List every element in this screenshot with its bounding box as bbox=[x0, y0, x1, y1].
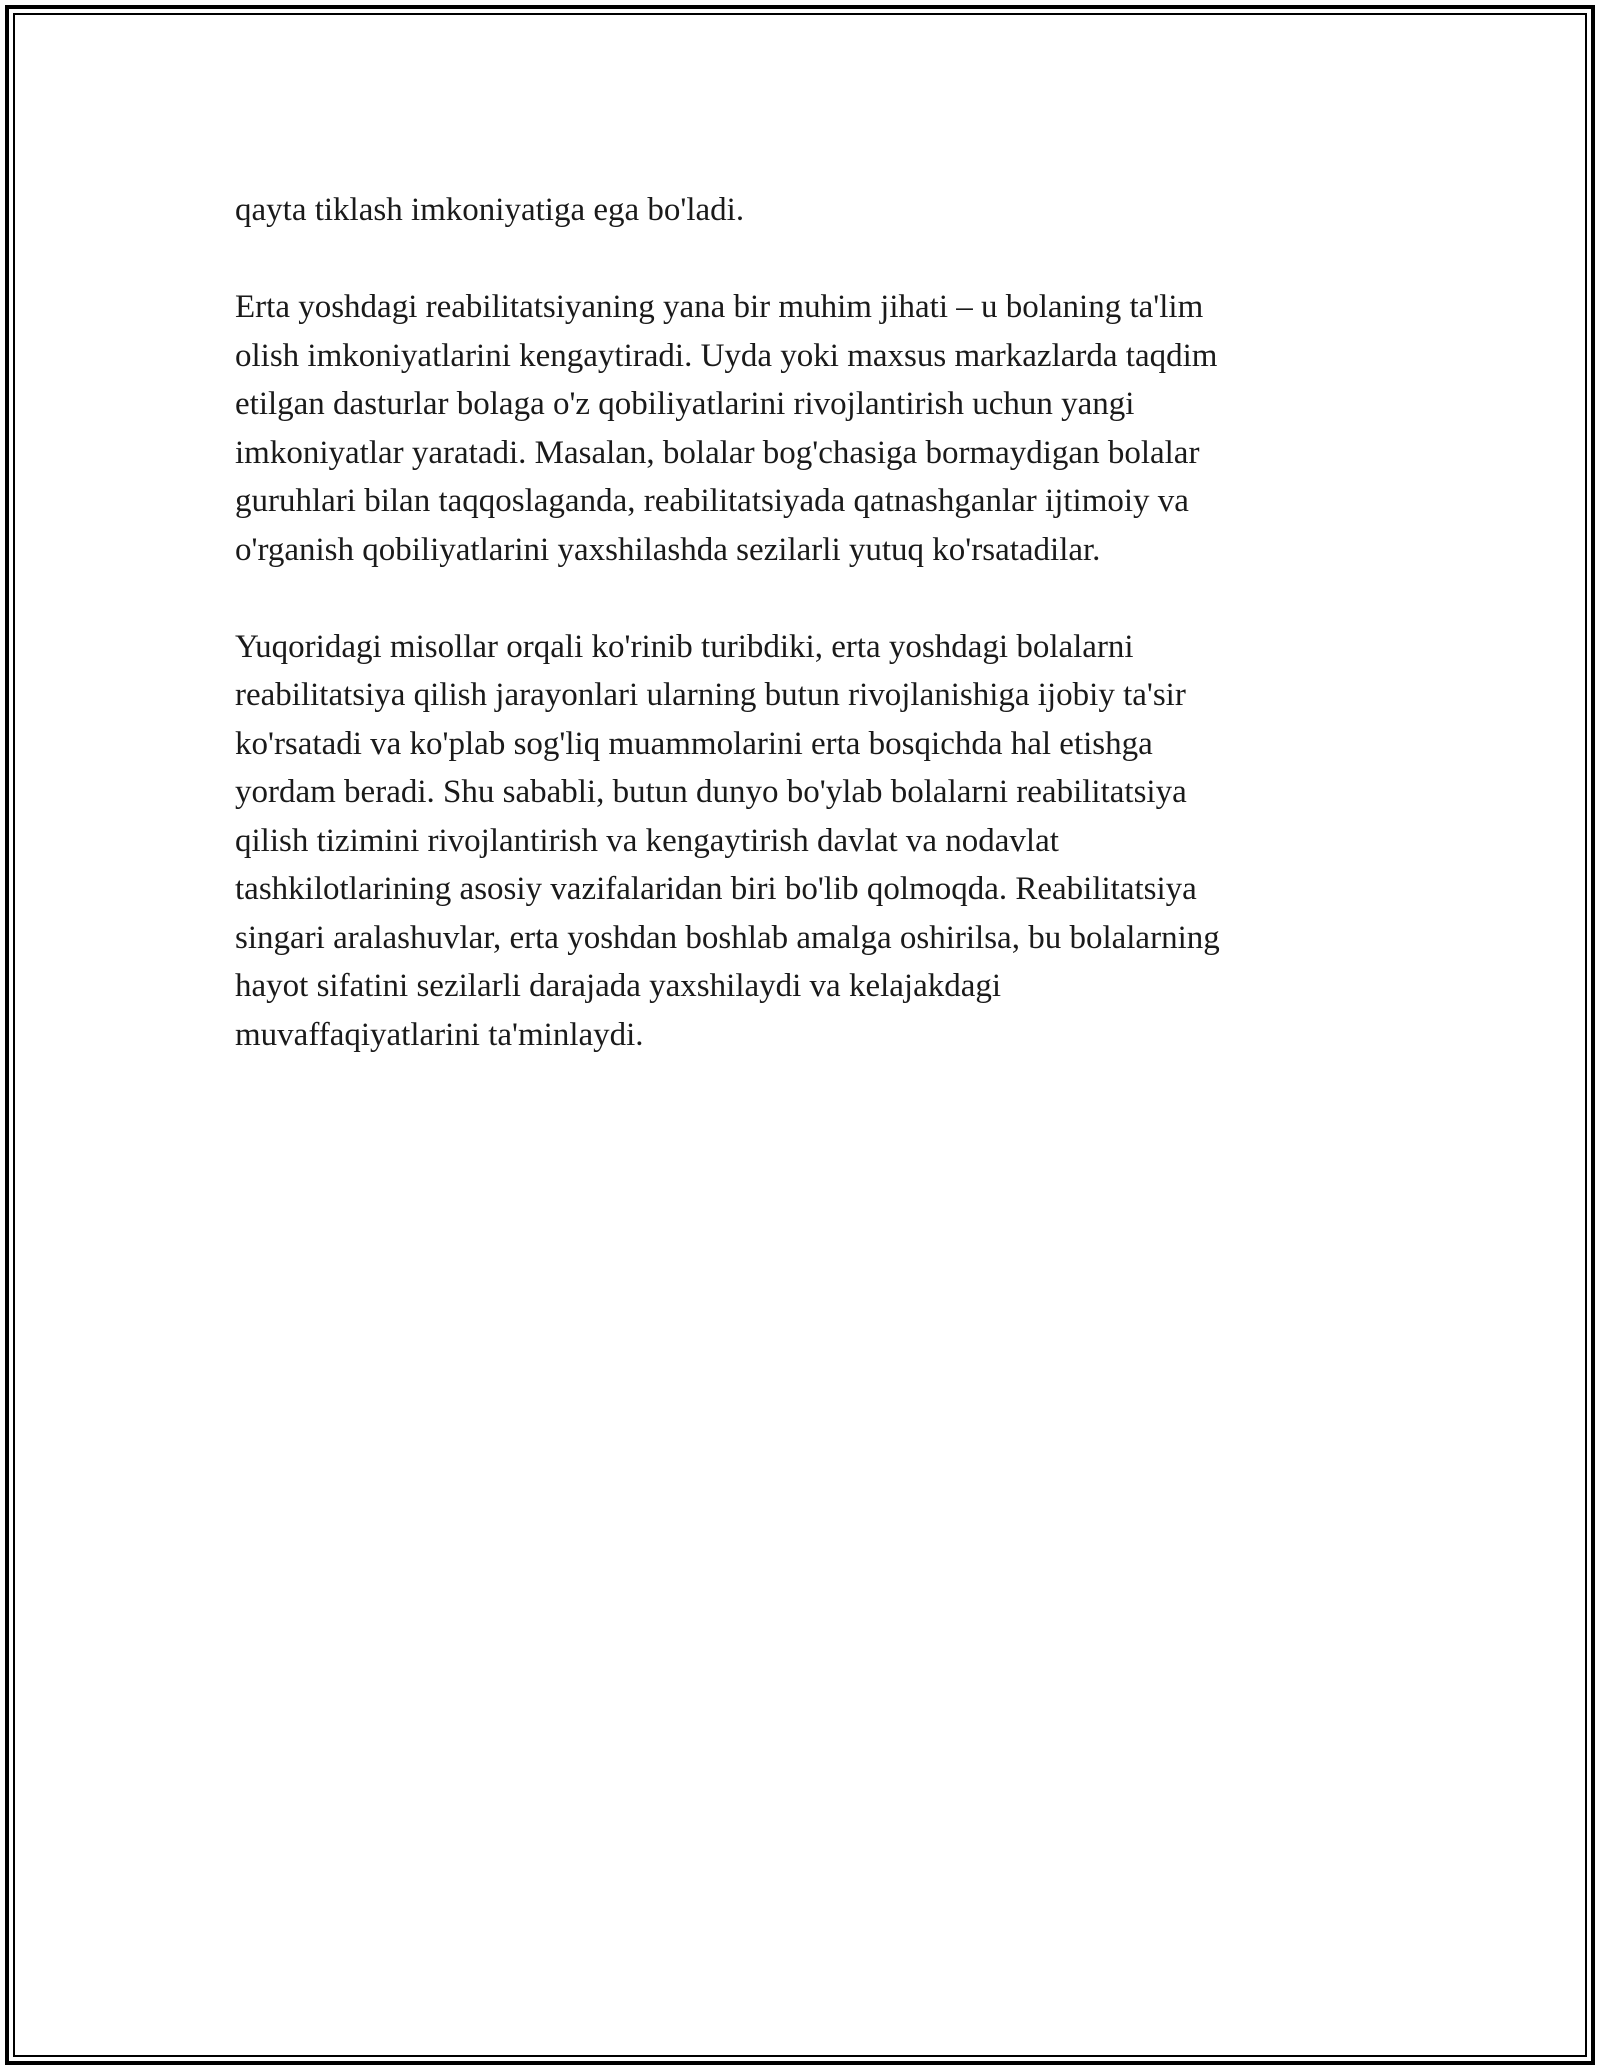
document-body bbox=[235, 186, 1365, 1108]
paragraph-3: Yuqoridagi misollar orqali ko'rinib turibdiki, erta yoshdagi bolalarni reabilitatsiya qilish jarayonlari ularning butun rivojlanishiga ijobiy ta'sir ko'rsatadi va ko'plab sog'liq muammolarini erta bosqichda hal etishga yordam beradi. Shu sababli, butun dunyo bo'ylab bolalarni reabilitatsiya qilish tizimini rivojlantirish va kengaytirish davlat va nodavlat tashkilotlarining asosiy vazifalaridan biri bo'lib qolmoqda. Reabilitatsiya singari aralashuvlar, erta yoshdan boshlab amalga oshirilsa, bu bolalarning hayot sifatini sezilarli darajada yaxshilaydi va kelajakdagi muvaffaqiyatlarini ta'minlaydi. bbox=[235, 628, 1220, 1053]
paragraph-2: Erta yoshdagi reabilitatsiyaning yana bir muhim jihati – u bolaning ta'lim olish imkoniyatlarini kengaytiradi. Uyda yoki maxsus markazlarda taqdim etilgan dasturlar bolaga o'z qobiliyatlarini rivojlantirish uchun yangi imkoniyatlar yaratadi. Masalan, bolalar bog'chasiga bormaydigan bolalar guruhlari bilan taqqoslaganda, reabilitatsiyada qatnashganlar ijtimoiy va o'rganish qobiliyatlarini yaxshilashda sezilarli yutuq ko'rsatadilar. bbox=[235, 289, 1218, 568]
paragraph-1: qayta tiklash imkoniyatiga ega bo'ladi. bbox=[235, 192, 745, 228]
